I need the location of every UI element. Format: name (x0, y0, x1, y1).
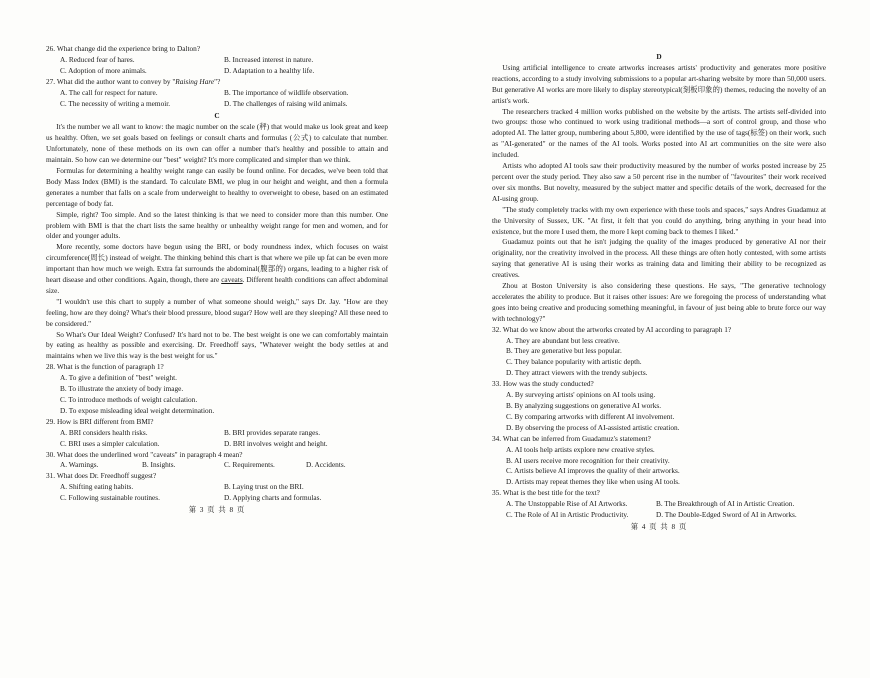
page-4 (492, 50, 826, 540)
section-d-heading: D (656, 52, 662, 61)
question-30: 30. What does the underlined word "caveats" in paragraph 4 mean? (46, 449, 243, 459)
option: A. To give a definition of "best" weight. (60, 373, 177, 383)
question-31-options (46, 482, 388, 504)
option: C. Artists believe AI improves the quality of their artworks. (506, 466, 680, 476)
option: C. By comparing artworks with different AI involvement. (506, 411, 675, 421)
option: B. Increased interest in nature. (224, 54, 314, 64)
passage-d-paragraph: Using artificial intelligence to create artworks increases artists' productivity and generates more positive reactions, according to a study involving submissions to a popular art-sharing website by more than 50,000 users. But generative AI works are more likely to display stereotypical(刻板印象的) themes, reducing the novelty of an artist's work. (492, 62, 826, 105)
option: A. Warnings. (60, 460, 99, 470)
option: B. Insights. (142, 460, 176, 470)
option: C. The necessity of writing a memoir. (60, 98, 171, 108)
question-33: 33. How was the study conducted? (492, 379, 594, 389)
question-29-options (46, 428, 388, 450)
option: A. The Unstoppable Rise of AI Artworks. (506, 499, 628, 509)
option: D. By observing the process of AI-assisted artistic creation. (506, 422, 680, 432)
passage-d-paragraph: The researchers tracked 4 million works published on the website by the artists. The artists self-divided into two groups: those who continued to work using traditional methods—a sort of control group, and those who adopted AI. The latter group, numbering about 5,800, were identified by the use of tags(标签) on their work, such as "AI-generated" or the names of the AI tools. Works posted into AI art communities on the site were also included. (492, 106, 826, 160)
page-3 (46, 44, 388, 523)
option: D. The Double-Edged Sword of AI in Artworks. (656, 510, 797, 520)
question-29: 29. How is BRI different from BMI? (46, 416, 154, 426)
question-30-options (46, 460, 388, 471)
passage-c-paragraph: "I wouldn't use this chart to supply a number of what someone should weigh," says Dr. Jay. "How are they feeling, how are they doing? What's their blood pressure, blood sugar? How well are they sleeping? All these need to be considered." (46, 296, 388, 328)
option: B. The importance of wildlife observation. (224, 87, 349, 97)
option: B. BRI provides separate ranges. (224, 427, 321, 437)
option: C. Requirements. (224, 460, 275, 470)
question-33-options (492, 390, 826, 434)
option: B. They are generative but less popular. (506, 346, 622, 356)
option: A. Shifting eating habits. (60, 482, 134, 492)
option: C. Following sustainable routines. (60, 493, 160, 503)
question-26: 26. What change did the experience bring to Dalton? (46, 44, 201, 53)
question-26-options (46, 55, 388, 77)
question-34-options (492, 445, 826, 489)
question-32: 32. What do we know about the artworks created by AI according to paragraph 1? (492, 324, 732, 334)
question-34: 34. What can be inferred from Guadamuz's statement? (492, 433, 651, 443)
underlined-word: caveats (221, 275, 243, 285)
option: B. By analyzing suggestions on generative AI works. (506, 401, 662, 410)
option: B. Laying trust on the BRI. (224, 482, 304, 492)
passage-c-paragraph: So What's Our Ideal Weight? Confused? It's hard not to be. The best weight is one we can comfortably maintain by eating as healthy as possible and exercising. Dr. Freedhoff says, "Whatever weight the body settles at and maintains when we live this way is the best weight for us." (46, 329, 388, 361)
option: C. BRI uses a simpler calculation. (60, 438, 160, 448)
option: A. By surveying artists' opinions on AI tools using. (506, 390, 656, 400)
page-footer: 第 3 页 共 8 页 (188, 505, 246, 515)
option: D. They attract viewers with the trendy subjects. (506, 368, 648, 378)
option: D. Artists may repeat themes they like when using AI tools. (506, 477, 680, 487)
option: B. The Breakthrough of AI in Artistic Creation. (656, 499, 795, 509)
passage-c-paragraph: Formulas for determining a healthy weight range can easily be found online. For decades, we've been told that Body Mass Index (BMI) is the standard. To calculate BMI, we plug in our height and weight, and then a formula generates a number that falls on a scale from underweight to healthy to overweight to obese, based on an estimated percentage of body fat. (46, 165, 388, 208)
question-27-title: Raising Hare (175, 76, 215, 86)
question-27-stem-end: "? (214, 76, 221, 86)
option: A. Reduced fear of hares. (60, 54, 135, 64)
passage-d-paragraph: Guadamuz points out that he isn't judging the quality of the images produced by generative AI nor their originality, nor the creativity involved in the process. All these things are often hotly contested, with some artists saying that generative AI is using their works as training data and limiting their ability to be recognized as creatives. (492, 237, 826, 280)
question-35: 35. What is the best title for the text? (492, 488, 600, 498)
paragraph-text-end: . Different health conditions can affect abdominal size. (46, 275, 389, 295)
question-28-options (46, 373, 388, 417)
option: B. AI users receive more recognition for their creativity. (506, 455, 670, 465)
option: A. The call for respect for nature. (60, 87, 158, 97)
option: D. Applying charts and formulas. (224, 493, 322, 503)
option: C. The Role of AI in Artistic Productivity. (506, 510, 629, 520)
option: C. They balance popularity with artistic depth. (506, 357, 642, 367)
option: D. Adaptation to a healthy life. (224, 65, 315, 75)
question-27-options (46, 88, 388, 110)
option: D. To expose misleading ideal weight determination. (60, 405, 215, 415)
passage-d-paragraph: Artists who adopted AI tools saw their productivity measured by the number of works posted increase by 25 percent over the study period. They also saw a 50 percent rise in the number of "favourites" their work received over six months. But novelty, measured by the subject matter and specific details of the work, decreased for the AI-using group. (492, 161, 826, 203)
question-31: 31. What does Dr. Freedhoff suggest? (46, 471, 157, 481)
option: D. BRI involves weight and height. (224, 438, 328, 448)
passage-d-paragraph: "The study completely tracks with my own experience with these tools and spaces," says Andres Guadamuz at the University of Sussex, UK. "At first, it felt that you could do anything, bring anything in your head into existence, but the more I used them, the more I kept coming back to themes I liked." (492, 204, 826, 236)
question-27-stem: 27. What did the author want to convey by " (46, 76, 176, 86)
option: D. The challenges of raising wild animals. (224, 98, 348, 108)
question-27 (46, 77, 388, 88)
question-35-options (492, 499, 826, 521)
passage-c-paragraph: Simple, right? Too simple. And so the latest thinking is that we need to consider more than this number. One problem with BMI is that the chart lists the same healthy or unhealthy weight range for men and women, and for older and younger adults. (46, 209, 388, 241)
page-footer: 第 4 页 共 8 页 (630, 521, 688, 531)
option: C. To introduce methods of weight calculation. (60, 395, 198, 404)
option: C. Adoption of more animals. (60, 65, 147, 75)
question-32-options (492, 336, 826, 380)
passage-c-paragraph: It's the number we all want to know: the magic number on the scale (秤) that would make us look great and keep us healthy. Often, we set goals based on feelings or consult charts and formulas (公式) to calculate that number. Unfortunately, none of these methods on its own can offer a number that's healthy and possible to attain and maintain. So how can we determine our "best" weight? It's more complicated and simpler than we think. (46, 122, 388, 165)
section-c-heading: C (214, 111, 220, 121)
passage-d-paragraph: Zhou at Boston University is also considering these questions. He says, "The generative technology accelerates the ability to produce. But it raises other issues: Are we foregoing the process of understanding what goes into being creative and producing something meaningful, in favour of just being able to brute force our way with technology?" (492, 281, 826, 323)
question-28: 28. What is the function of paragraph 1? (46, 362, 164, 372)
option: A. BRI considers health risks. (60, 427, 148, 437)
paragraph-text: More recently, some doctors have begun using the BRI, or body roundness index, which focuses on waist circumference(周长) instead of weight. The thinking behind this chart is that where we pile up fat can be even more important than how much we weigh. Extra fat surrounds the abdominal(腹部的) organs, leading to a higher risk of heart disease and other conditions. Again, though, there are (46, 242, 388, 285)
option: A. AI tools help artists explore new creative styles. (506, 444, 655, 454)
passage-c-paragraph (46, 242, 388, 297)
option: B. To illustrate the anxiety of body image. (60, 384, 184, 394)
option: A. They are abundant but less creative. (506, 335, 620, 345)
option: D. Accidents. (306, 460, 346, 470)
